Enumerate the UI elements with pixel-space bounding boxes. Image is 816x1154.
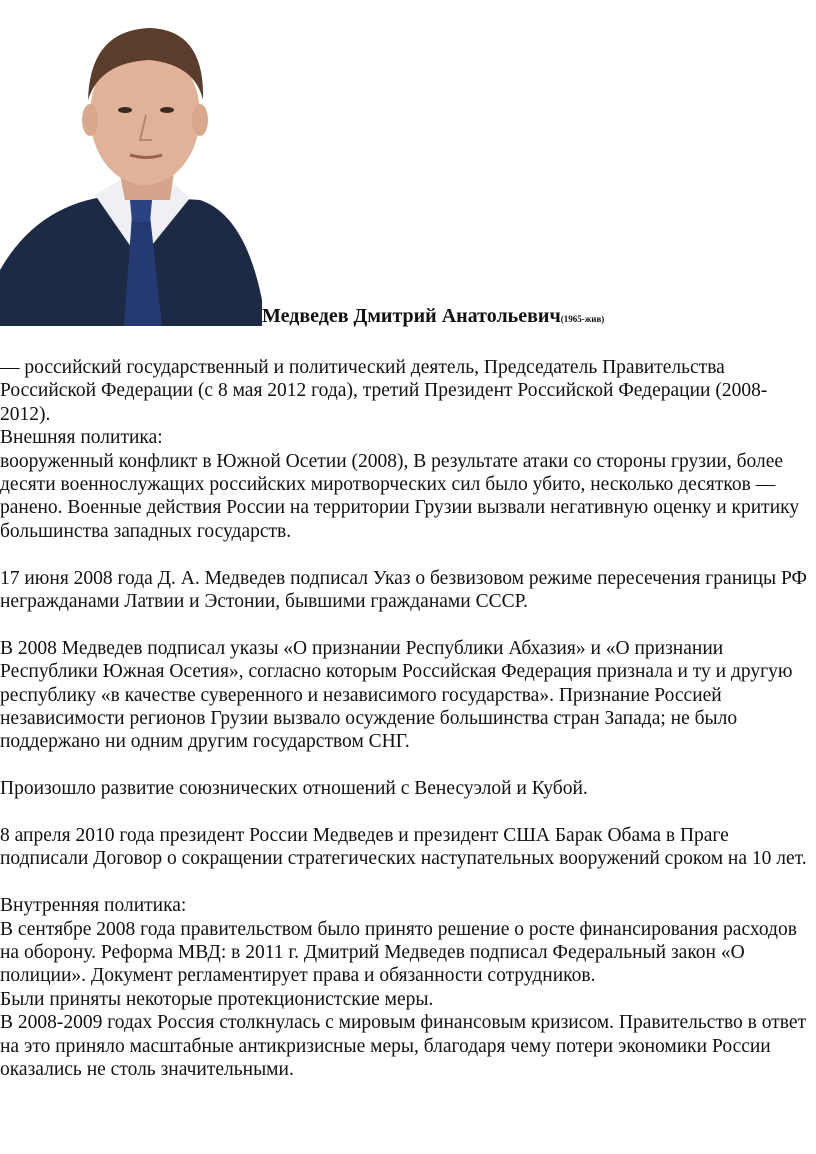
domestic-policy-heading: Внутренняя политика: — [0, 895, 187, 917]
foreign-paragraph-2: 17 июня 2008 года Д. А. Медведев подписал Указ о безвизовом режиме пересечения границы РФ негражданами Латвии и Эстонии, бывшими гражданами СССР. — [0, 567, 807, 613]
domestic-paragraph-1: В сентябре 2008 года правительством было принято решение о росте финансирования расходов на оборону. Реформа МВД: в 2011 г. Дмитрий Медведев подписал Федеральный закон «О полиции». Документ регламентирует права и обязанности сотрудников. — [0, 918, 797, 987]
foreign-paragraph-3: В 2008 Медведев подписал указы «О признании Республики Абхазия» и «О признании Республики Южная Осетия», согласно которым Российская Федерация признала и ту и другую республику «в качестве суверенного и независимого государства». Признание Россией независимости регионов Грузии вызвало осуждение большинства стран Запада; не было поддержано ни одним другим государством СНГ. — [0, 637, 793, 753]
domestic-paragraph-3: В 2008-2009 годах Россия столкнулась с мировым финансовым кризисом. Правительство в ответ на это приняло масштабные антикризисные меры, благодаря чему потери экономики России оказались не столь значительными. — [0, 1012, 807, 1081]
life-dates: (1965-жив) — [560, 314, 605, 324]
intro-paragraph: — российский государственный и политический деятель, Председатель Правительства Российской Федерации (с 8 мая 2012 года), третий Президент Российской Федерации (2008-2012). — [0, 357, 768, 425]
foreign-paragraph-4: Произошло развитие союзнических отношений с Венесуэлой и Кубой. — [0, 778, 588, 800]
portrait-photo — [0, 0, 262, 326]
page-title — [262, 305, 604, 328]
person-name: Медведев Дмитрий Анатольевич — [262, 305, 561, 327]
foreign-paragraph-1: вооруженный конфликт в Южной Осетии (2008), В результате атаки со стороны грузии, более десяти военнослужащих российских миротворческих сил было убито, несколько десятков — ранено. Военные действия России на территории Грузии вызвали негативную оценку и критику большинства западных государств. — [0, 450, 800, 542]
domestic-paragraph-2: Были приняты некоторые протекционистские меры. — [0, 988, 434, 1010]
foreign-paragraph-5: 8 апреля 2010 года президент России Медведев и президент США Барак Обама в Праге подписали Договор о сокращении стратегических наступательных вооружений сроком на 10 лет. — [0, 825, 807, 870]
foreign-policy-heading: Внешняя политика: — [0, 427, 163, 449]
document-body — [0, 356, 816, 1082]
